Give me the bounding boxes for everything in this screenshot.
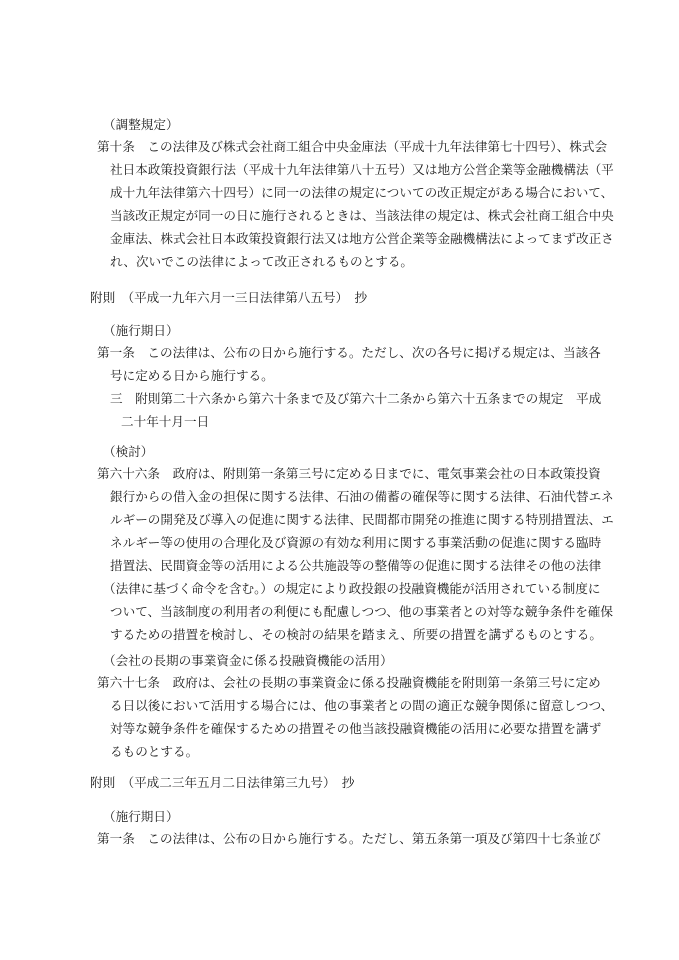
item-line: 二十年十月一日 bbox=[121, 414, 210, 429]
article-line: 措置法、民間資金等の活用による公共施設等の整備等の促進に関する法律その他の法律 bbox=[110, 558, 602, 573]
article-line: ネルギー等の使用の合理化及び資源の有効な利用に関する事業活動の促進に関する臨時 bbox=[110, 535, 602, 550]
article-line: 対等な競争条件を確保するための措置その他当該投融資機能の活用に必要な措置を講ず bbox=[110, 721, 602, 736]
article-line: 号に定める日から施行する。 bbox=[110, 368, 274, 383]
article-1-h23 bbox=[97, 827, 601, 850]
heading-text: （調整規定） bbox=[103, 117, 179, 132]
heading-text: （検討） bbox=[103, 444, 154, 459]
article-10 bbox=[97, 135, 614, 273]
article-line: するための措置を検討し、その検討の結果を踏まえ、所要の措置を講ずるものとする。 bbox=[110, 627, 602, 642]
article-line: る日以後において活用する場合には、他の事業者との間の適正な競争関係に留意しつつ、 bbox=[110, 698, 614, 713]
article-67 bbox=[97, 671, 614, 763]
supplementary-provisions-h23 bbox=[90, 771, 590, 794]
article-1-h19 bbox=[97, 341, 601, 387]
section-heading-enforcement-2 bbox=[97, 805, 597, 828]
heading-text: （施行期日） bbox=[103, 323, 179, 338]
article-line: 社日本政策投資銀行法（平成十九年法律第八十五号）又は地方公営企業等金融機構法（平 bbox=[110, 162, 614, 177]
article-line: 金庫法、株式会社日本政策投資銀行法又は地方公営企業等金融機構法によってまず改正さ bbox=[110, 231, 614, 246]
article-line: 成十九年法律第六十四号）に同一の法律の規定についての改正規定がある場合において、 bbox=[110, 185, 614, 200]
article-line: ルギーの開発及び導入の促進に関する法律、民間都市開発の推進に関する特別措置法、エ bbox=[110, 512, 614, 527]
article-line: 銀行からの借入金の担保に関する法律、石油の備蓄の確保等に関する法律、石油代替エネ bbox=[110, 489, 614, 504]
article-line: れ、次いでこの法律によって改正されるものとする。 bbox=[110, 254, 414, 269]
section-heading-review bbox=[97, 440, 597, 463]
item-line: 三 附則第二十六条から第六十条まで及び第六十二条から第六十五条までの規定 平成 bbox=[110, 391, 602, 406]
article-line: 第六十六条 政府は、附則第一条第三号に定める日までに、電気事業会社の日本政策投資 bbox=[97, 466, 601, 481]
section-heading-adjustment bbox=[97, 113, 597, 136]
article-line: （法律に基づく命令を含む。）の規定により政投銀の投融資機能が活用されている制度に bbox=[103, 581, 601, 596]
article-66 bbox=[97, 462, 614, 646]
article-line: 当該改正規定が同一の日に施行されるときは、当該法律の規定は、株式会社商工組合中央 bbox=[110, 208, 614, 223]
heading-text: （会社の長期の事業資金に係る投融資機能の活用） bbox=[103, 653, 393, 668]
heading-text: （施行期日） bbox=[103, 809, 179, 824]
article-line: 第一条 この法律は、公布の日から施行する。ただし、第五条第一項及び第四十七条並び bbox=[97, 831, 601, 846]
section-heading-utilization bbox=[97, 649, 597, 672]
article-1-item-3 bbox=[97, 387, 602, 433]
section-heading-enforcement-1 bbox=[97, 319, 597, 342]
supplementary-provisions-h19 bbox=[90, 286, 590, 309]
article-line: 第一条 この法律は、公布の日から施行する。ただし、次の各号に掲げる規定は、当該各 bbox=[97, 345, 601, 360]
supplementary-title: 附則 （平成二三年五月二日法律第三九号） 抄 bbox=[90, 775, 355, 790]
article-line: ついて、当該制度の利用者の利便にも配慮しつつ、他の事業者との対等な競争条件を確保 bbox=[110, 604, 613, 619]
article-line: るものとする。 bbox=[110, 744, 199, 759]
article-line: 第六十七条 政府は、会社の長期の事業資金に係る投融資機能を附則第一条第三号に定め bbox=[97, 675, 601, 690]
article-line: 第十条 この法律及び株式会社商工組合中央金庫法（平成十九年法律第七十四号）、株式会 bbox=[97, 139, 608, 154]
supplementary-title: 附則 （平成一九年六月一三日法律第八五号） 抄 bbox=[90, 290, 368, 305]
